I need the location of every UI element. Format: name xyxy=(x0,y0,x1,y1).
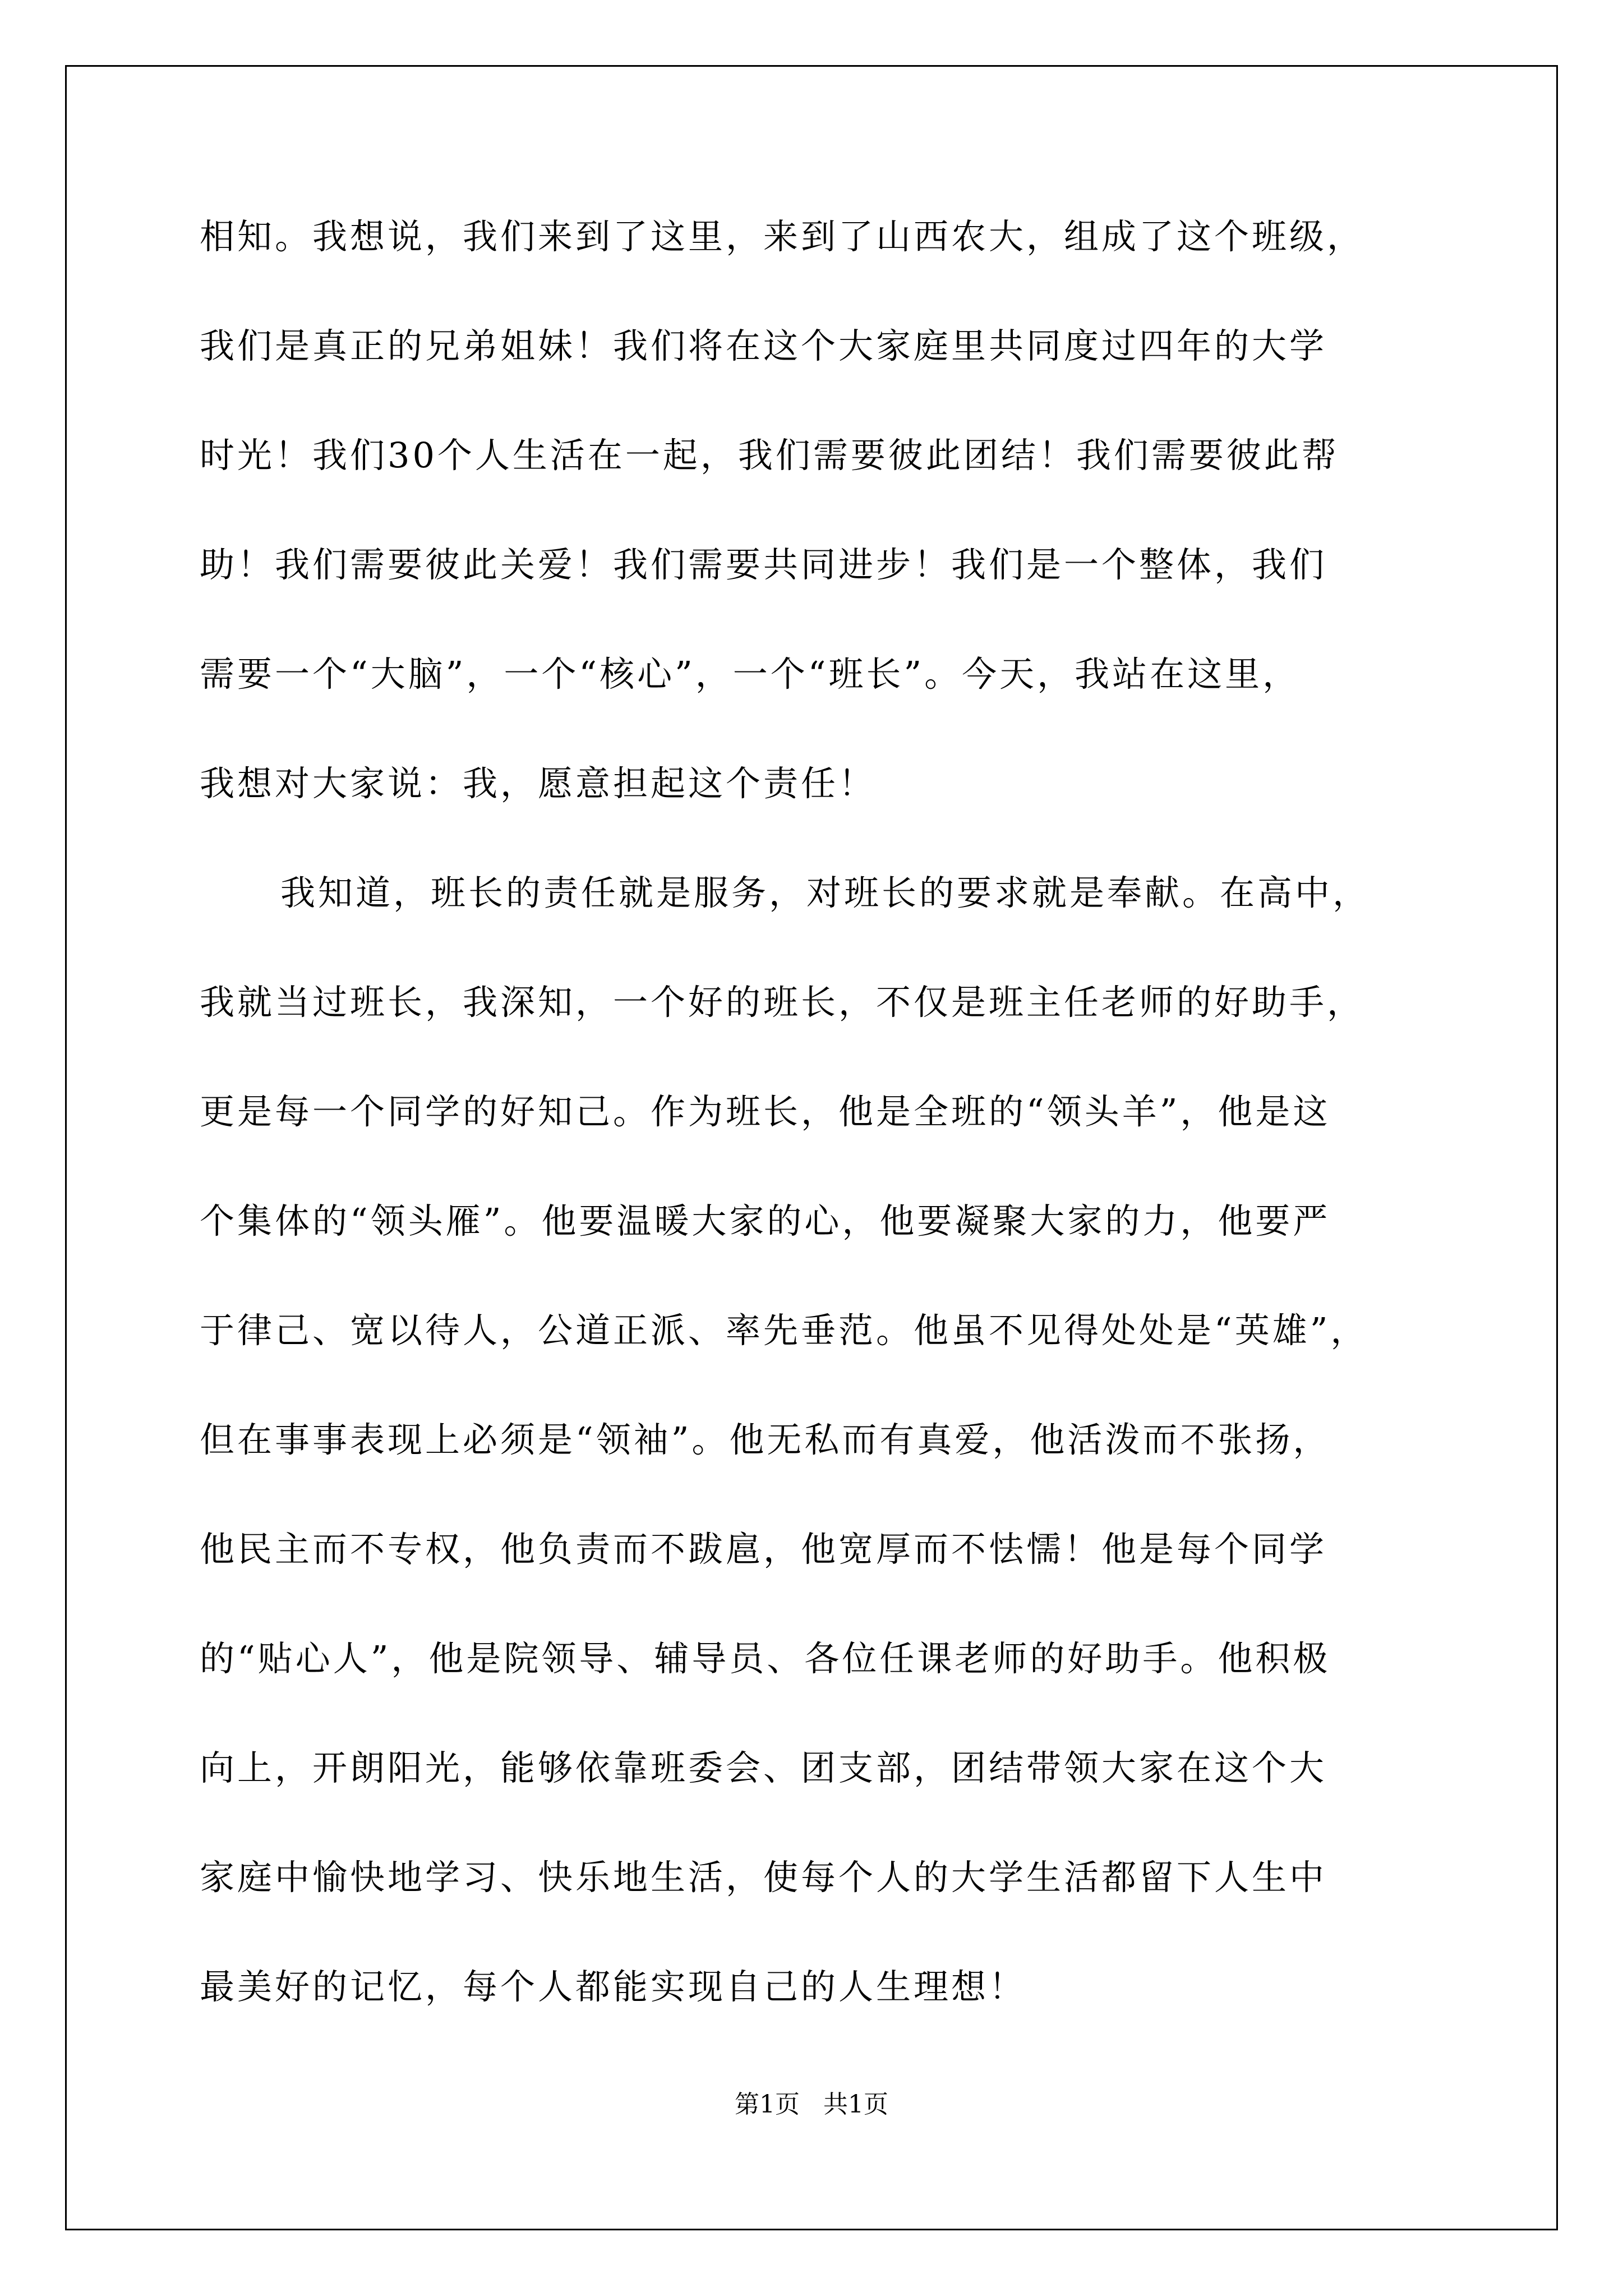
text-line: 个集体的“领头雁”。他要温暖大家的心，他要凝聚大家的力，他要严 xyxy=(200,1200,1331,1241)
text-line: 我想对大家说：我，愿意担起这个责任！ xyxy=(200,763,877,804)
text-line: 最美好的记忆，每个人都能实现自己的人生理想！ xyxy=(200,1966,1027,2007)
text-line: 时光！我们30个人生活在一起，我们需要彼此团结！我们需要彼此帮 xyxy=(200,435,1339,476)
text-line: 向上，开朗阳光，能够依靠班委会、团支部，团结带领大家在这个大 xyxy=(200,1747,1327,1788)
text-line: 我知道，班长的责任就是服务，对班长的要求就是奉献。在高中， xyxy=(280,872,1371,913)
text-line: 我就当过班长，我深知，一个好的班长，不仅是班主任老师的好助手， xyxy=(200,982,1365,1023)
text-line: 于律己、宽以待人，公道正派、率先垂范。他虽不见得处处是“英雄”， xyxy=(200,1310,1368,1351)
text-line: 的“贴心人”，他是院领导、辅导员、各位任课老师的好助手。他积极 xyxy=(200,1638,1331,1679)
text-line: 相知。我想说，我们来到了这里，来到了山西农大，组成了这个班级， xyxy=(200,216,1365,257)
text-line: 需要一个“大脑”，一个“核心”，一个“班长”。今天，我站在这里， xyxy=(200,654,1301,694)
text-line: 但在事事表现上必须是“领袖”。他无私而有真爱，他活泼而不张扬， xyxy=(200,1419,1331,1460)
page-border xyxy=(65,65,1558,2230)
text-line: 更是每一个同学的好知己。作为班长，他是全班的“领头羊”，他是这 xyxy=(200,1091,1331,1132)
text-line: 我们是真正的兄弟姐妹！我们将在这个大家庭里共同度过四年的大学 xyxy=(200,325,1327,366)
page-number-footer: 第1页 共1页 xyxy=(735,2090,888,2119)
text-line: 家庭中愉快地学习、快乐地生活，使每个人的大学生活都留下人生中 xyxy=(200,1857,1327,1898)
text-line: 助！我们需要彼此关爱！我们需要共同进步！我们是一个整体，我们 xyxy=(200,544,1327,585)
text-line: 他民主而不专权，他负责而不跋扈，他宽厚而不怯懦！他是每个同学 xyxy=(200,1529,1327,1570)
